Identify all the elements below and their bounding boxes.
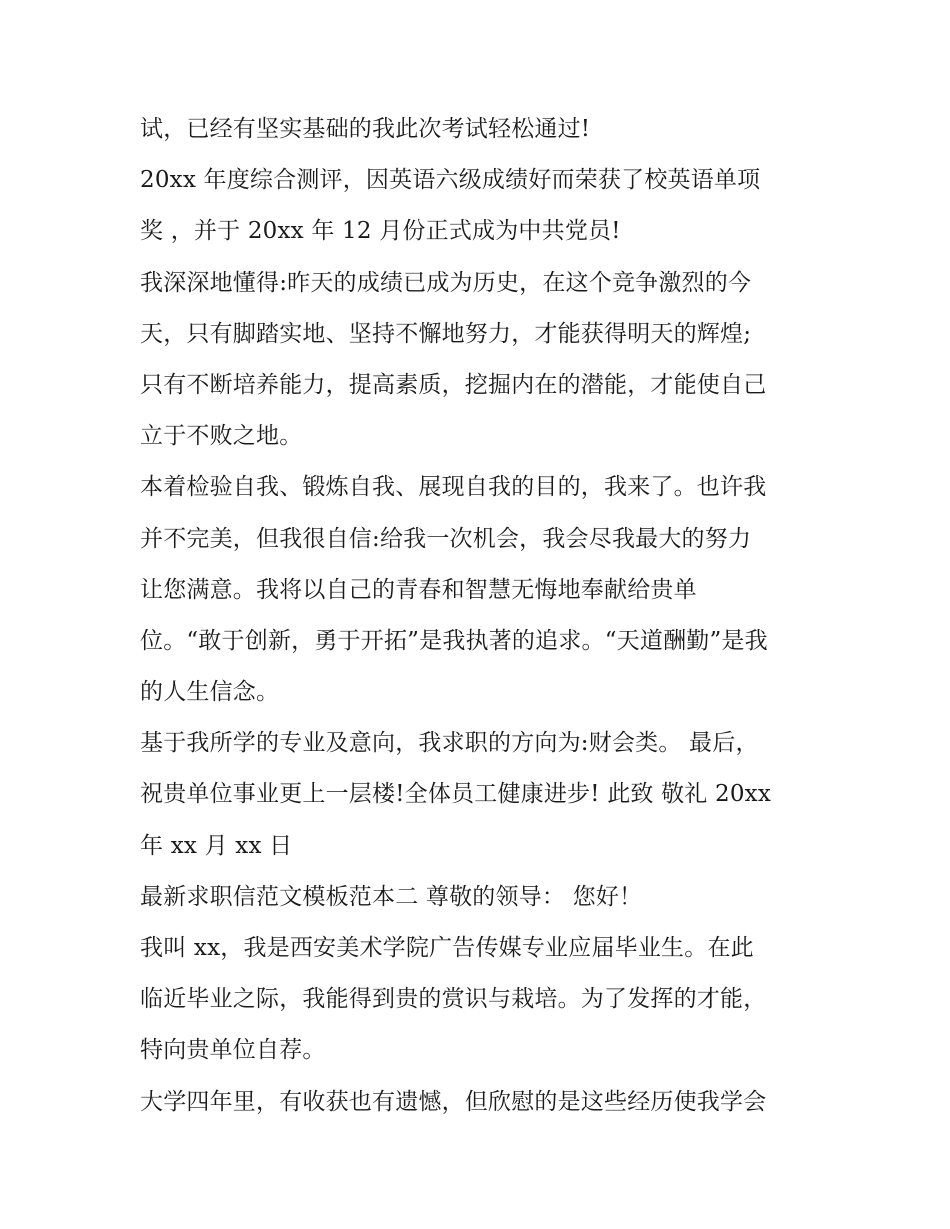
text-line: 最新求职信范文模板范本二 尊敬的领导： 您好！ (140, 883, 643, 910)
text-line: 立于不败之地。 (140, 423, 303, 450)
body-text (140, 104, 820, 1128)
text-line: 临近毕业之际，我能得到贵的赏识与栽培。为了发挥的才能， (140, 986, 767, 1013)
text-line: 奖 ，并于 20xx 年 12 月份正式成为中共党员! (140, 218, 621, 245)
text-line: 我深深地懂得:昨天的成绩已成为历史，在这个竞争激烈的今 (140, 269, 752, 296)
text-line: 特向贵单位自荐。 (140, 1037, 326, 1064)
text-line: 基于我所学的专业及意向，我求职的方向为:财会类。 最后， (140, 730, 759, 757)
text-line: 年 xx 月 xx 日 (140, 832, 293, 859)
text-line: 试，已经有坚实基础的我此次考试轻松通过! (140, 116, 591, 142)
text-line: 位。“敢于创新，勇于开拓”是我执著的追求。“天道酬勤”是我 (140, 627, 768, 654)
text-line: 只有不断培养能力，提高素质，挖掘内在的潜能，才能使自己 (140, 371, 767, 398)
text-line: 天，只有脚踏实地、坚持不懈地努力，才能获得明天的辉煌; (140, 320, 752, 347)
text-line: 让您满意。我将以自己的青春和智慧无悔地奉献给贵单 (140, 576, 697, 603)
text-line: 我叫 xx，我是西安美术学院广告传媒专业应届毕业生。在此 (140, 935, 754, 961)
text-line: 祝贵单位事业更上一层楼!全体员工健康进步! 此致 敬礼 20xx (140, 781, 772, 808)
text-line: 20xx 年度综合测评，因英语六级成绩好而荣获了校英语单项 (140, 167, 761, 194)
text-line: 的人生信念。 (140, 679, 280, 706)
text-line: 本着检验自我、锻炼自我、展现自我的目的，我来了。也许我 (140, 474, 767, 501)
text-line: 并不完美，但我很自信:给我一次机会，我会尽我最大的努力 (140, 525, 752, 552)
text-line: 大学四年里，有收获也有遗憾，但欣慰的是这些经历使我学会 (140, 1088, 767, 1115)
